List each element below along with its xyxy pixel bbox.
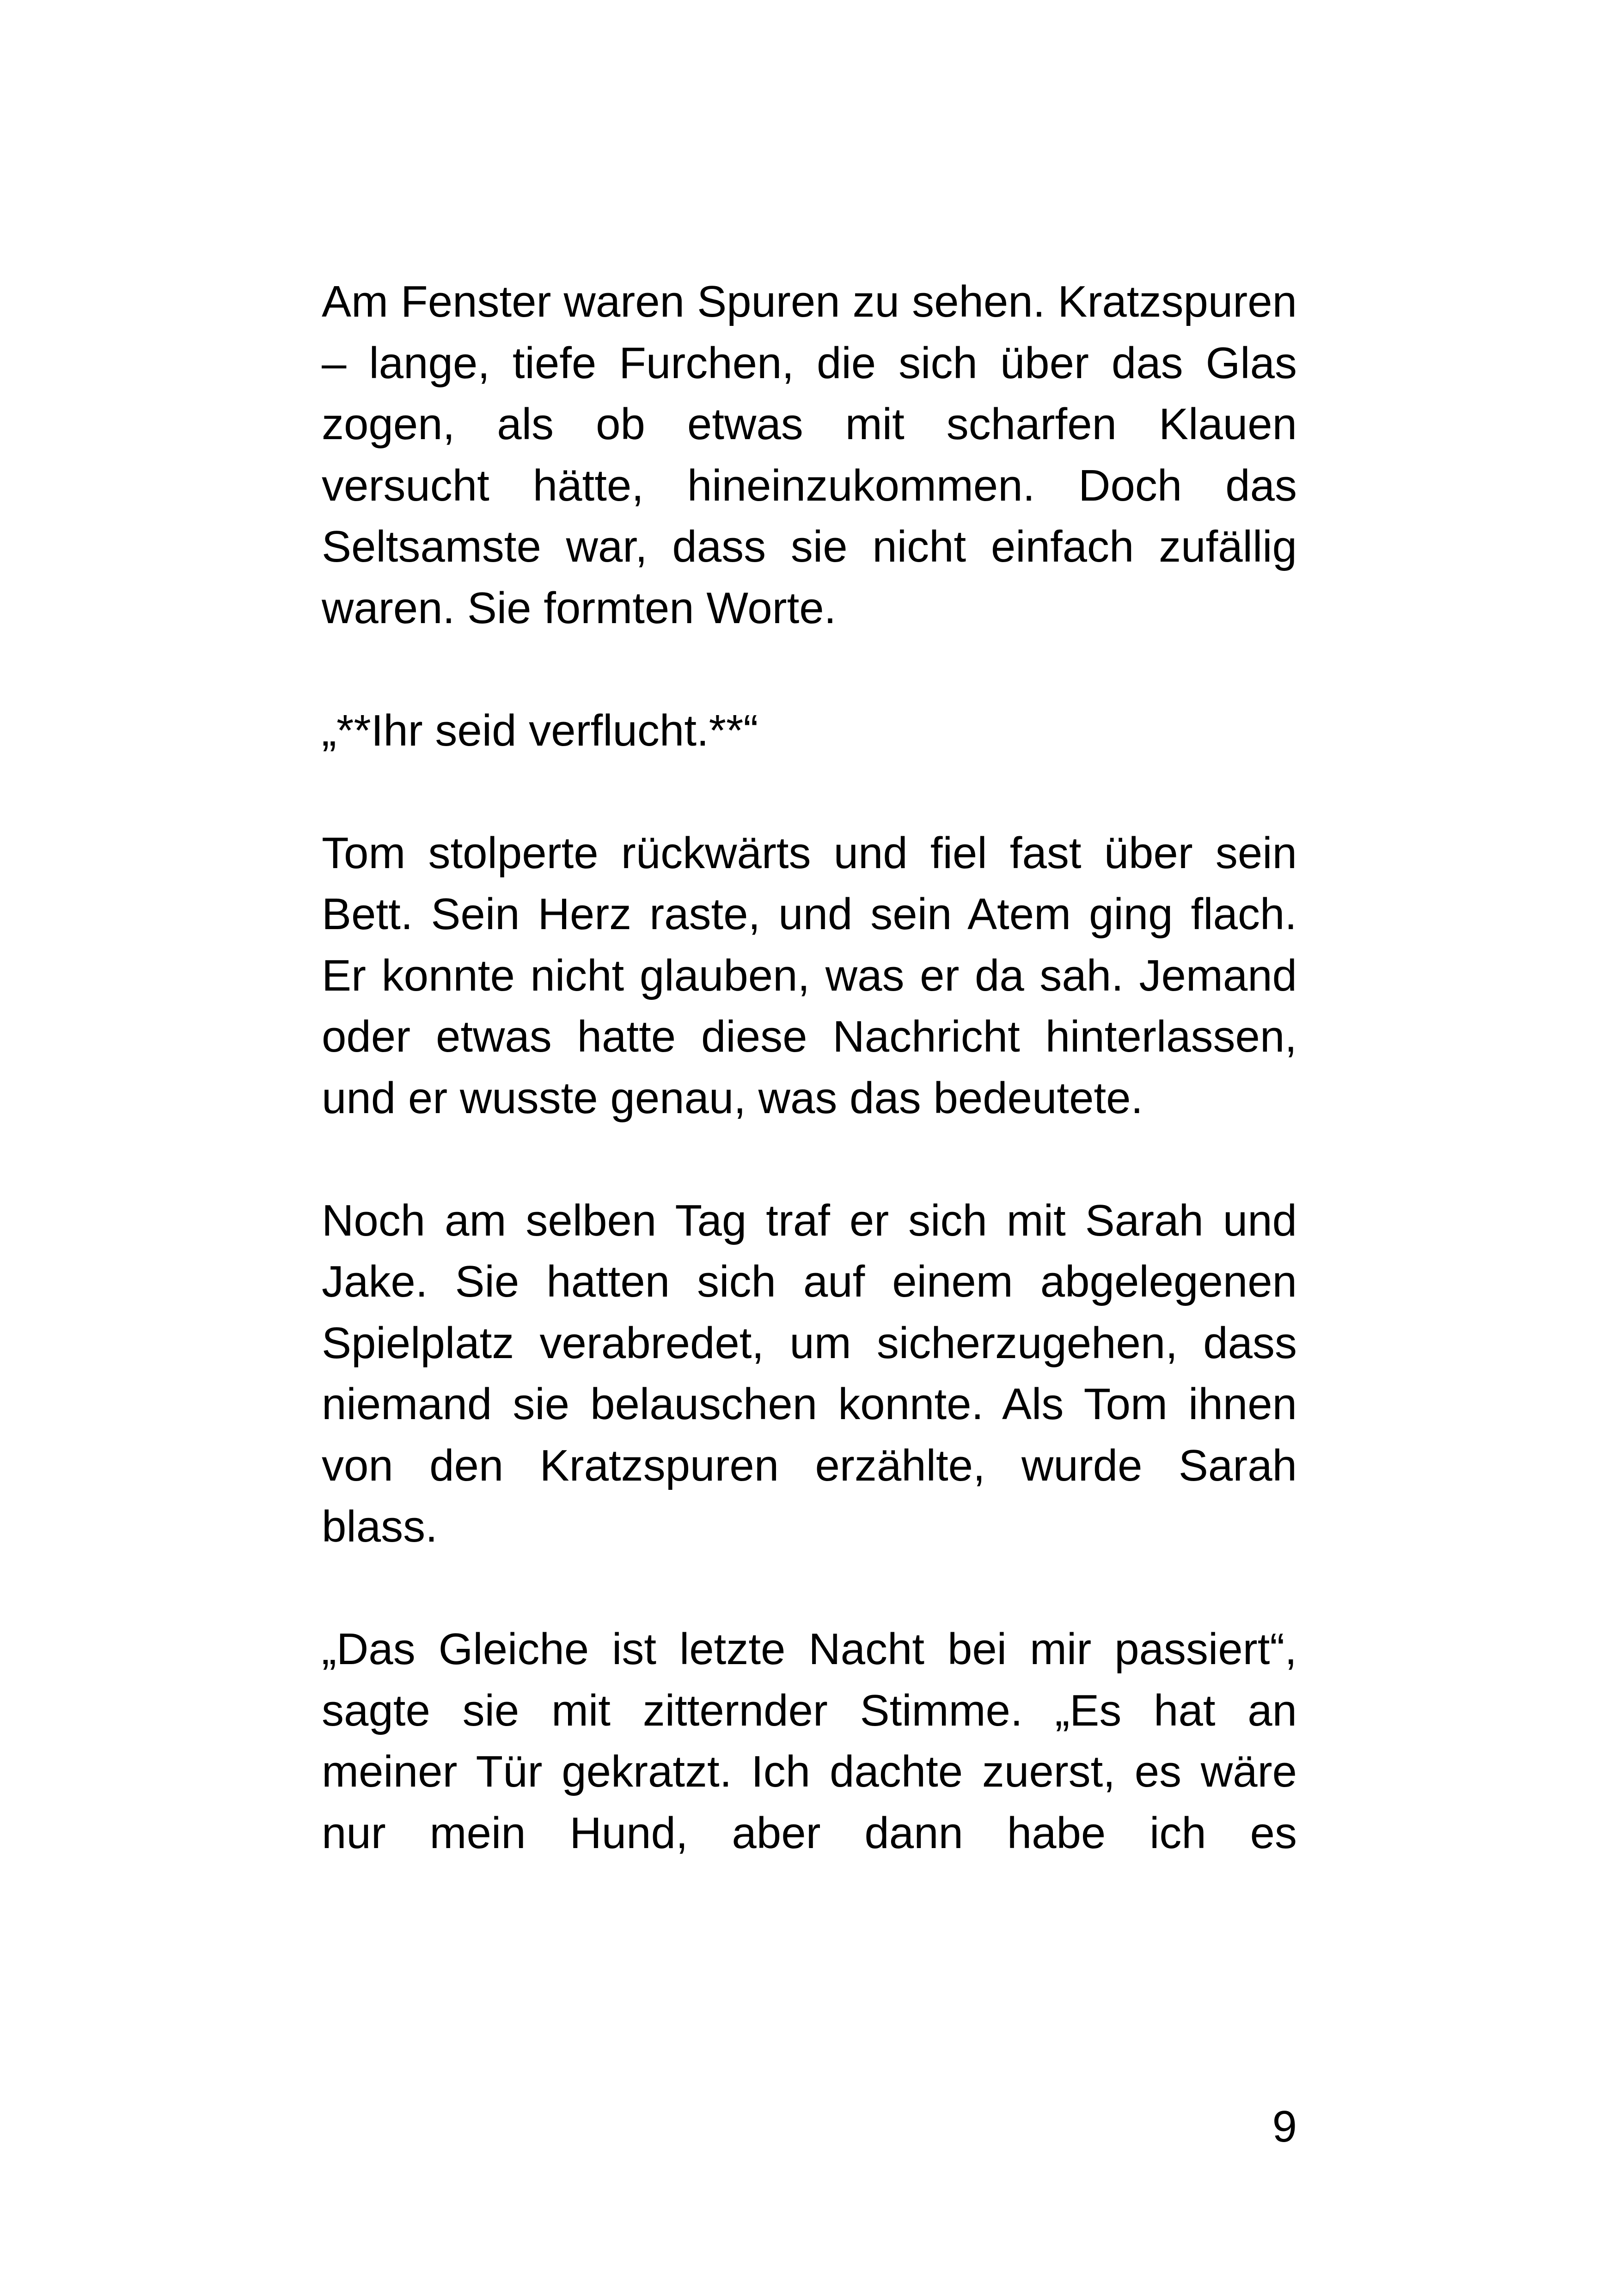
paragraph-cursed-message: „**Ihr seid verflucht.**“ — [322, 705, 758, 755]
paragraph-meeting: Noch am selben Tag traf er sich mit Sarah und Jake. Sie hatten sich auf einem abgelegenen Spielplatz verabredet, um sicherzugehen, dass niemand sie belauschen konnte. Als Tom ihnen von den Kratzspuren erzählte, wurde Sarah blass. — [322, 1195, 1297, 1551]
paragraph-tom-reaction: Tom stolperte rückwärts und fiel fast über sein Bett. Sein Herz raste, und sein Atem ging flach. Er konnte nicht glauben, was er da sah. Jemand oder etwas hatte diese Nachricht hinterlassen, und er wusste genau, was das bedeutete. — [322, 828, 1297, 1123]
paragraph-window-scratches: Am Fenster waren Spuren zu sehen. Kratzspuren – lange, tiefe Furchen, die sich über das Glas zogen, als ob etwas mit scharfen Klauen versucht hätte, hineinzukommen. Doch das Seltsamste war, dass sie nicht einfach zufällig waren. Sie formten Worte. — [322, 277, 1297, 633]
body-text — [322, 271, 1297, 1864]
page-number: 9 — [1272, 2102, 1297, 2151]
paragraph-sarah-speaks: „Das Gleiche ist letzte Nacht bei mir passiert“, sagte sie mit zitternder Stimme. „Es hat an meiner Tür gekratzt. Ich dachte zuerst, es wäre nur mein Hund, aber dann habe ich es — [322, 1624, 1297, 1858]
